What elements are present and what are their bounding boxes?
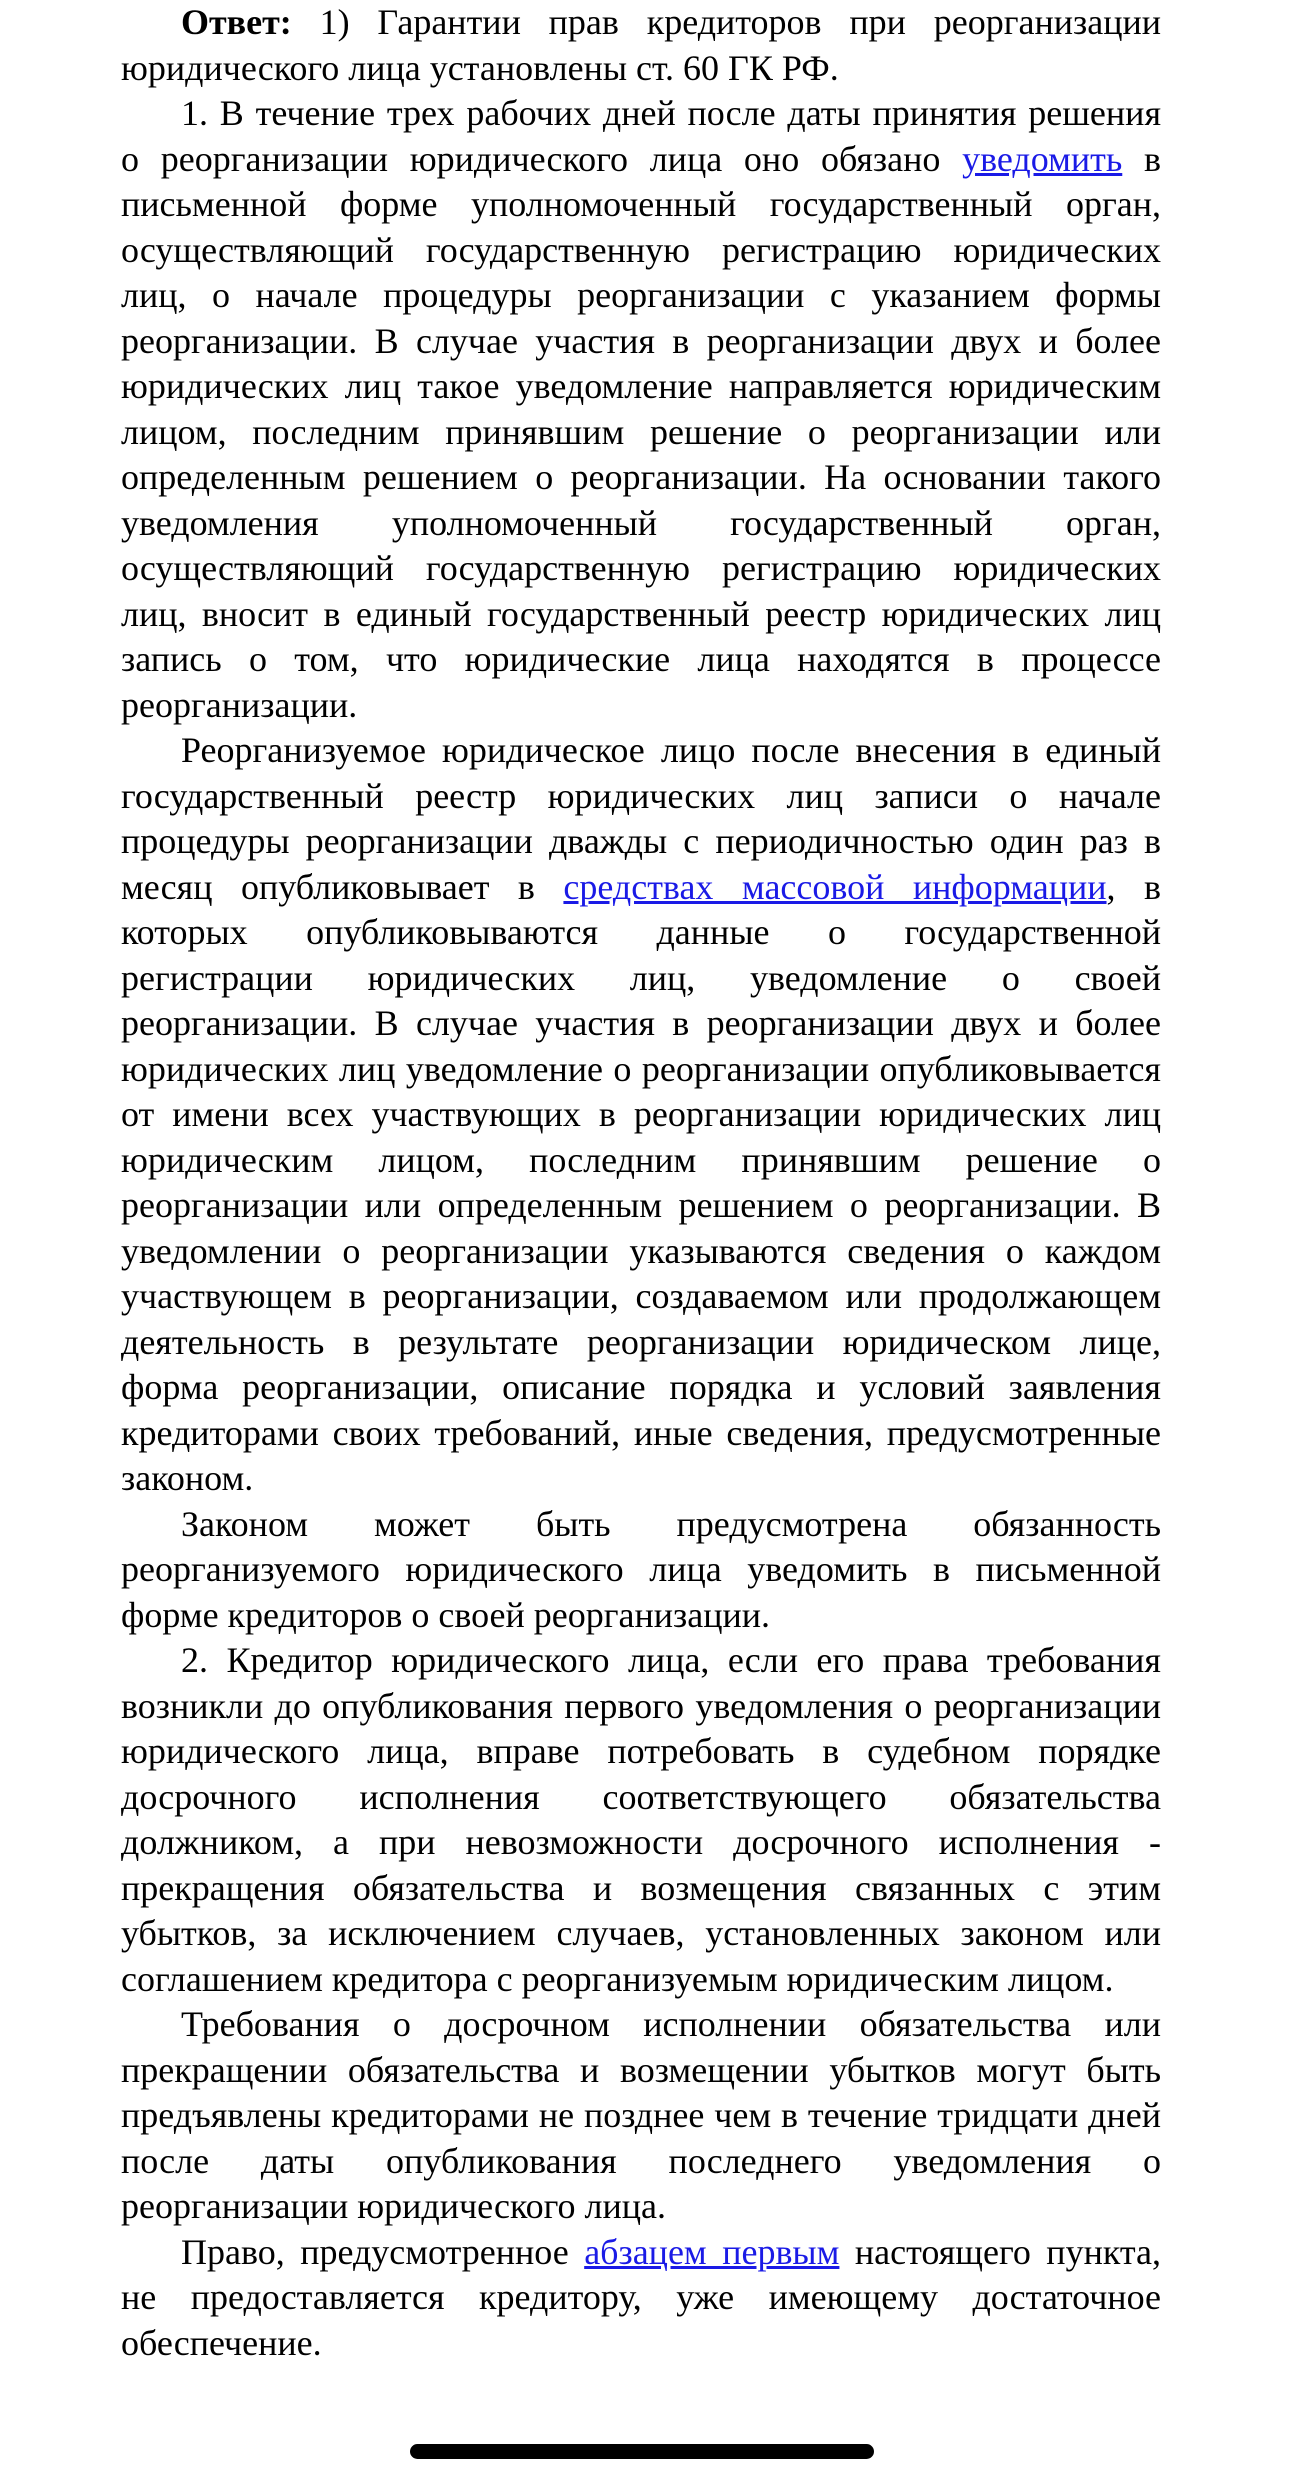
answer-text: 1) Гарантии прав кредиторов при реорганизации юридического лица установлены ст. 60 ГК РФ.	[121, 2, 1161, 88]
first-paragraph-link[interactable]: абзацем первым	[584, 2231, 840, 2272]
home-indicator[interactable]	[410, 2444, 874, 2459]
paragraph-6	[121, 2230, 1161, 2367]
paragraph-1-text-before: 1. В течение трех рабочих дней после даты принятия решения о реорганизации юридического лица оно обязано	[121, 93, 1161, 179]
paragraph-2-text-before: Реорганизуемое юридическое лицо после внесения в единый государственный реестр юридических лиц записи о начале процедуры реорганизации дважды с периодичностью один раз в месяц опубликовывает в	[121, 730, 1161, 907]
document-page	[121, 0, 1161, 2366]
paragraph-3: Законом может быть предусмотрена обязанность реорганизуемого юридического лица уведомить в письменной форме кредиторов о своей реорганизации.	[121, 1503, 1161, 1635]
paragraph-2	[121, 728, 1161, 1502]
paragraph-1	[121, 91, 1161, 728]
answer-paragraph	[121, 0, 1161, 91]
paragraph-2-text-after: , в которых опубликовываются данные о государственной регистрации юридических лиц, уведомление о своей реорганизации. В случае участия в реорганизации двух и более юридических лиц уведомление о реорганизации опубликовывается от имени всех участвующих в реорганизации юридических лиц юридическим лицом, последним принявшим решение о реорганизации или определенным решением о реорганизации. В уведомлении о реорганизации указываются сведения о каждом участвующем в реорганизации, создаваемом или продолжающем деятельность в результате реорганизации юридическом лице, форма реорганизации, описание порядка и условий заявления кредиторами своих требований, иные сведения, предусмотренные законом.	[121, 866, 1161, 1498]
notify-link[interactable]: уведомить	[962, 138, 1123, 179]
paragraph-5: Требования о досрочном исполнении обязательства или прекращении обязательства и возмещении убытков могут быть предъявлены кредиторами не позднее чем в течение тридцати дней после даты опубликования последнего уведомления о реорганизации юридического лица.	[121, 2004, 1161, 2226]
mass-media-link[interactable]: средствах массовой информации	[563, 866, 1107, 907]
paragraph-6-text-after: настоящего пункта, не предоставляется кредитору, уже имеющему достаточное обеспечение.	[121, 2231, 1162, 2363]
answer-label: Ответ:	[181, 2, 292, 42]
paragraph-6-text-before: Право, предусмотренное	[181, 2231, 585, 2272]
paragraph-4: 2. Кредитор юридического лица, если его права требования возникли до опубликования первого уведомления о реорганизации юридического лица, вправе потребовать в судебном порядке досрочного исполнения соответствующего обязательства должником, а при невозможности досрочного исполнения - прекращения обязательства и возмещения связанных с этим убытков, за исключением случаев, установленных законом или соглашением кредитора с реорганизуемым юридическим лицом.	[121, 1640, 1161, 1999]
paragraph-1-text-after: в письменной форме уполномоченный государственный орган, осуществляющий государственную регистрацию юридических лиц, о начале процедуры реорганизации с указанием формы реорганизации. В случае участия в реорганизации двух и более юридических лиц такое уведомление направляется юридическим лицом, последним принявшим решение о реорганизации или определенным решением о реорганизации. На основании такого уведомления уполномоченный государственный орган, осуществляющий государственную регистрацию юридических лиц, вносит в единый государственный реестр юридических лиц запись о том, что юридические лица находятся в процессе реорганизации.	[121, 138, 1162, 725]
